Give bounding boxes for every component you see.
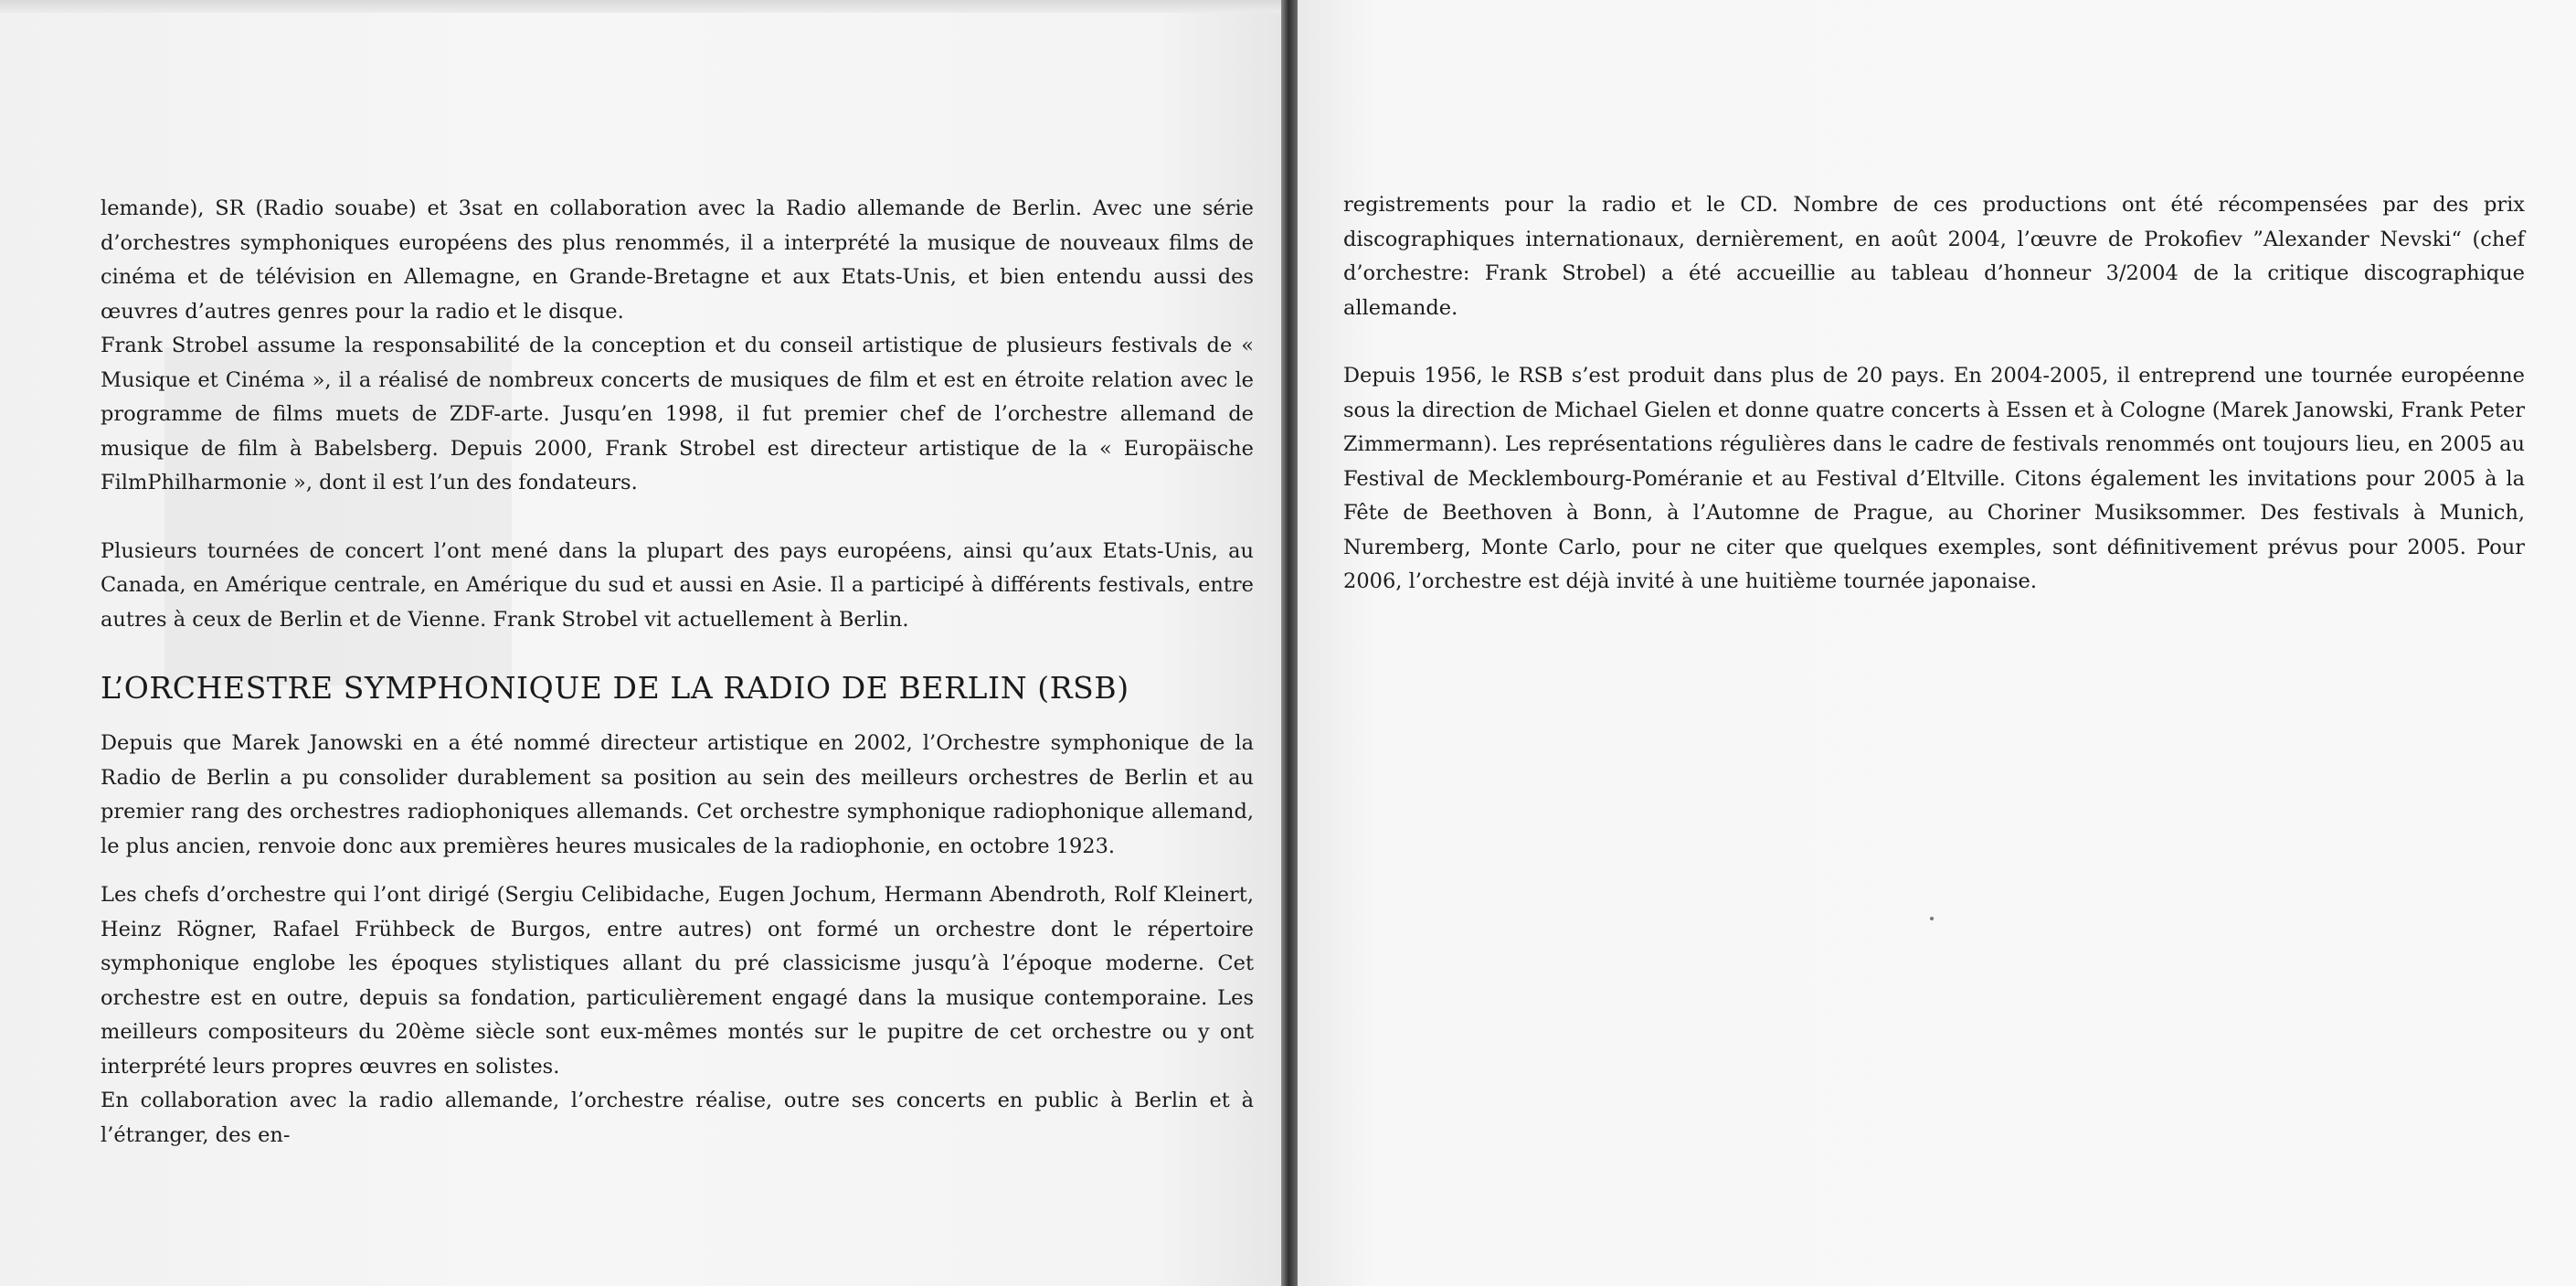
paragraph: Depuis que Marek Janowski en a été nommé directeur artistique en 2002, l’Orchestre symphonique de la Radio de Berlin a pu consolider durablement sa position au sein des meilleurs orchestres de Berlin et au premier rang des orchestres radiophoniques allemands. Cet orchestre symphonique radiophonique allemand, le plus ancien, renvoie donc aux premières heures musicales de la radiophonie, en octobre 1923. xyxy=(101,731,1254,858)
paragraph: Frank Strobel assume la responsabilité de la conception et du conseil artistique de plusieurs festivals de « Musique et Cinéma », il a réalisé de nombreux concerts de musiques de film et est en étroite relation avec le programme de films muets de ZDF-arte. Jusqu’en 1998, il fut premier chef de l’orchestre allemand de musique de film à Babelsberg. Depuis 2000, Frank Strobel est directeur artistique de la « Europäische FilmPhilharmonie », dont il est l’un des fondateurs. xyxy=(101,334,1254,494)
right-text-column xyxy=(1343,188,2525,600)
paragraph: Plusieurs tournées de concert l’ont mené dans la plupart des pays européens, ainsi qu’aux Etats-Unis, au Canada, en Amérique centrale, en Amérique du sud et aussi en Asie. Il a participé à différents festivals, entre autres à ceux de Berlin et de Vienne. Frank Strobel vit actuellement à Berlin. xyxy=(101,538,1254,632)
paragraph: lemande), SR (Radio souabe) et 3sat en collaboration avec la Radio allemande de Berlin. Avec une série d’orchestres symphoniques européens des plus renommés, il a interprété la musique de nouveaux films de cinéma et de télévision en Allemagne, en Grande-Bretagne et aux Etats-Unis, et bien entendu aussi des œuvres d’autres genres pour la radio et le disque. xyxy=(101,197,1254,324)
book-spine xyxy=(1281,0,1298,1286)
paper-speck xyxy=(1930,917,1934,920)
page-top-edge xyxy=(0,0,1281,13)
paragraph: En collaboration avec la radio allemande, l’orchestre réalise, outre ses concerts en public à Berlin et à l’étranger, des en- xyxy=(101,1089,1254,1147)
section-heading: L’ORCHESTRE SYMPHONIQUE DE LA RADIO DE BERLIN (RSB) xyxy=(101,670,1129,706)
paragraph: Les chefs d’orchestre qui l’ont dirigé (Sergiu Celibidache, Eugen Jochum, Hermann Abendroth, Rolf Kleinert, Heinz Rögner, Rafael Frühbeck de Burgos, entre autres) ont formé un orchestre dont le répertoire symphonique englobe les époques stylistiques allant du pré classicisme jusqu’à l’époque moderne. Cet orchestre est en outre, depuis sa fondation, particulièrement engagé dans la musique contemporaine. Les meilleurs compositeurs du 20ème siècle sont eux-mêmes montés sur le pupitre de cet orchestre ou y ont interprété leurs propres œuvres en solistes. xyxy=(101,883,1254,1079)
left-page xyxy=(0,0,1281,1286)
left-text-column xyxy=(101,192,1254,1153)
paragraph: Depuis 1956, le RSB s’est produit dans plus de 20 pays. En 2004-2005, il entreprend une tournée européenne sous la direction de Michael Gielen et donne quatre concerts à Essen et à Cologne (Marek Janowski, Frank Peter Zimmermann). Les représentations régulières dans le cadre de festivals renommés ont toujours lieu, en 2005 au Festival de Mecklembourg-Poméranie et au Festival d’Eltville. Citons également les invitations pour 2005 à la Fête de Beethoven à Bonn, à l’Automne de Prague, au Choriner Musiksommer. Des festivals à Munich, Nuremberg, Monte Carlo, pour ne citer que quelques exemples, sont définitivement prévus pour 2005. Pour 2006, l’orchestre est déjà invité à une huitième tournée japonaise. xyxy=(1343,364,2525,593)
paragraph: registrements pour la radio et le CD. Nombre de ces productions ont été récompensées par des prix discographiques internationaux, dernièrement, en août 2004, l’œuvre de Prokofiev ”Alexander Nevski“ (chef d’orchestre: Frank Strobel) a été accueillie au tableau d’honneur 3/2004 de la critique discographique allemande. xyxy=(1343,193,2525,320)
